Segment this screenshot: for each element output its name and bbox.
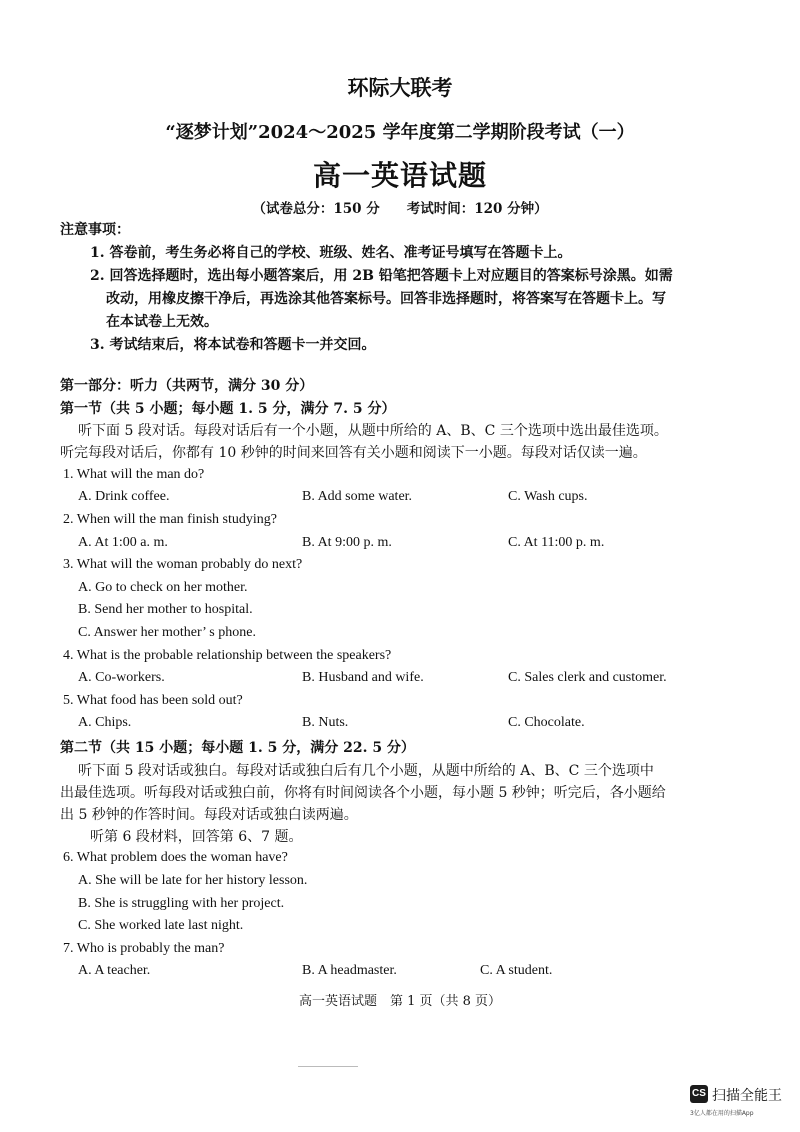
q3-option-a: A. Go to check on her mother.: [78, 580, 248, 595]
part1-heading: 第一部分：听力（共两节，满分 30 分）: [60, 378, 314, 394]
exam-plan-title: “逐梦计划”2024～2025 学年度第二学期阶段考试（一）: [165, 122, 635, 143]
q4-option-c: C. Sales clerk and customer.: [508, 670, 667, 685]
section2-instruction-line-3: 出 5 秒钟的作答时间。每段对话或独白读两遍。: [60, 807, 358, 823]
exam-info: （试卷总分：150 分 考试时间：120 分钟）: [252, 201, 548, 217]
section2-instruction-line-4: 听第 6 段材料，回答第 6、7 题。: [90, 829, 303, 845]
q6-option-a: A. She will be late for her history lesson.: [78, 873, 308, 888]
notes-item-2-line-3: 在本试卷上无效。: [106, 314, 218, 330]
q1-option-a: A. Drink coffee.: [78, 489, 170, 504]
q7-option-a: A. A teacher.: [78, 963, 151, 978]
section2-instruction-line-2: 出最佳选项。听每段对话或独白前，你将有时间阅读各个小题，每小题 5 秒钟；听完后，各小题给: [60, 785, 666, 801]
q3-option-b: B. Send her mother to hospital.: [78, 602, 253, 617]
notes-item-2-line-2: 改动，用橡皮擦干净后，再选涂其他答案标号。回答非选择题时，将答案写在答题卡上。写: [106, 291, 666, 307]
camscanner-logo-icon: CS: [690, 1085, 708, 1103]
exam-union-title: 环际大联考: [347, 75, 453, 100]
section2-instruction-line-1: 听下面 5 段对话或独白。每段对话或独白后有几个小题，从题中所给的 A、B、C 三个选项中: [78, 763, 654, 779]
notes-item-1: 1. 答卷前，考生务必将自己的学校、班级、姓名、准考证号填写在答题卡上。: [90, 245, 572, 261]
q7-option-b: B. A headmaster.: [302, 963, 397, 978]
q2-option-c: C. At 11:00 p. m.: [508, 535, 605, 550]
camscanner-tagline: 3亿人都在用的扫描App: [690, 1110, 754, 1117]
notes-item-3: 3. 考试结束后，将本试卷和答题卡一并交回。: [90, 337, 376, 353]
q4-stem: 4. What is the probable relationship between the speakers?: [63, 648, 392, 663]
q7-option-c: C. A student.: [480, 963, 553, 978]
q4-option-a: A. Co-workers.: [78, 670, 165, 685]
section1-heading: 第一节（共 5 小题；每小题 1. 5 分，满分 7. 5 分）: [60, 401, 396, 417]
camscanner-brand: 扫描全能王: [712, 1088, 782, 1104]
q5-option-c: C. Chocolate.: [508, 715, 585, 730]
q6-stem: 6. What problem does the woman have?: [63, 850, 288, 865]
q1-stem: 1. What will the man do?: [63, 467, 205, 482]
q6-option-b: B. She is struggling with her project.: [78, 896, 285, 911]
notes-item-2-line-1: 2. 回答选择题时，选出每小题答案后，用 2B 铅笔把答题卡上对应题目的答案标号涂黑。如需: [90, 268, 673, 284]
scan-mark: [298, 1066, 358, 1067]
q2-option-b: B. At 9:00 p. m.: [302, 535, 392, 550]
page-footer: 高一英语试题 第 1 页（共 8 页）: [298, 994, 502, 1009]
notes-heading: 注意事项：: [60, 222, 130, 238]
q5-option-b: B. Nuts.: [302, 715, 349, 730]
section1-instruction-line-2: 听完每段对话后，你都有 10 秒钟的时间来回答有关小题和阅读下一小题。每段对话仅读一遍。: [60, 445, 647, 461]
q1-option-c: C. Wash cups.: [508, 489, 588, 504]
section1-instruction-line-1: 听下面 5 段对话。每段对话后有一个小题，从题中所给的 A、B、C 三个选项中选出最佳选项。: [78, 423, 668, 439]
q2-stem: 2. When will the man finish studying?: [63, 512, 277, 527]
q4-option-b: B. Husband and wife.: [302, 670, 424, 685]
section2-heading: 第二节（共 15 小题；每小题 1. 5 分，满分 22. 5 分）: [60, 740, 415, 756]
q5-option-a: A. Chips.: [78, 715, 132, 730]
q3-stem: 3. What will the woman probably do next?: [63, 557, 303, 572]
q5-stem: 5. What food has been sold out?: [63, 693, 243, 708]
q6-option-c: C. She worked late last night.: [78, 918, 244, 933]
q2-option-a: A. At 1:00 a. m.: [78, 535, 168, 550]
q3-option-c: C. Answer her mother’ s phone.: [78, 625, 256, 640]
q1-option-b: B. Add some water.: [302, 489, 413, 504]
subject-title: 高一英语试题: [312, 159, 487, 192]
q7-stem: 7. Who is probably the man?: [63, 941, 225, 956]
